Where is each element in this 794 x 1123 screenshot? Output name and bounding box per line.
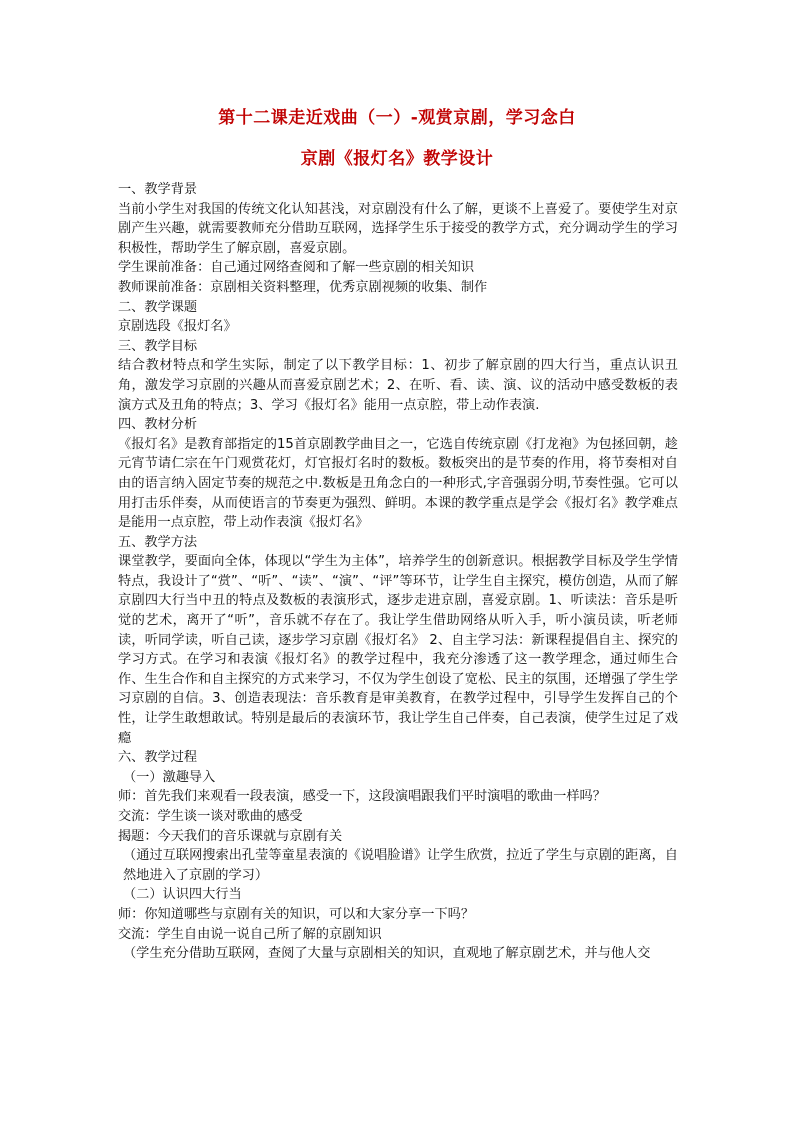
paragraph-teacher-intro: 师：首先我们来观看一段表演，感受一下，这段演唱跟我们平时演唱的歌曲一样吗？ bbox=[118, 789, 606, 805]
section-heading-topic: 二、教学课题 bbox=[118, 299, 198, 315]
section-heading-goals: 三、教学目标 bbox=[118, 338, 198, 354]
paragraph-reveal-topic: 揭题：今天我们的音乐课就与京剧有关 bbox=[118, 828, 343, 844]
subsection-heading-roles: （二）认识四大行当 bbox=[123, 887, 242, 903]
paragraph-background: 当前小学生对我国的传统文化认知甚浅，对京剧没有什么了解，更谈不上喜爱了。要使学生对京剧产生兴趣，就需要教师充分借助互联网，选择学生乐于接受的教学方式，充分调动学生的学习积极性，帮助学生了解京剧，喜爱京剧。 bbox=[118, 201, 678, 256]
paragraph-note-2: （学生充分借助互联网，查阅了大量与京剧相关的知识，直观地了解京剧艺术，并与他人交 bbox=[123, 946, 651, 962]
paragraph-exchange-1: 交流：学生谈一谈对歌曲的感受 bbox=[118, 809, 303, 824]
paragraph-goals: 结合教材特点和学生实际，制定了以下教学目标：1、初步了解京剧的四大行当，重点认识丑角，激发学习京剧的兴趣从而喜爱京剧艺术；2、在听、看、读、演、议的活动中感受数板的表演方式及丑角的特点；3、学习《报灯名》能用一点京腔，带上动作表演. bbox=[118, 358, 678, 413]
paragraph-student-prep: 学生课前准备：自己通过网络查阅和了解一些京剧的相关知识 bbox=[118, 260, 475, 276]
document-body bbox=[118, 180, 678, 964]
paragraph-methods: 课堂教学，要面向全体，体现以“学生为主体”，培养学生的创新意识。根据教学目标及学生学情特点，我设计了“赏”、“听”、“读”、“演”、“评”等环节，让学生自主探究，模仿创造，从而了解京剧四大行当中丑的特点及数板的表演形式，逐步走进京剧，喜爱京剧。1、听读法：音乐是听觉的艺术，离开了“听”，音乐就不存在了。我让学生借助网络从听入手，听小演员读，听老师读，听同学读，听自己读，逐步学习京剧《报灯名》 2、自主学习法：新课程提倡自主、探究的学习方式。在学习和表演《报灯名》的教学过程中，我充分渗透了这一教学理念，通过师生合作、生生合作和自主探究的方式来学习，不仅为学生创设了宽松、民主的氛围，还增强了学生学习京剧的自信。3、创造表现法：音乐教育是审美教育，在教学过程中，引导学生发挥自己的个性，让学生敢想敢试。特别是最后的表演环节，我让学生自己伴奏，自己表演，使学生过足了戏瘾 bbox=[118, 554, 678, 746]
section-heading-methods: 五、教学方法 bbox=[118, 534, 198, 550]
section-heading-process: 六、教学过程 bbox=[118, 750, 198, 766]
subsection-heading-intro: （一）激趣导入 bbox=[123, 769, 216, 785]
paragraph-exchange-2: 交流：学生自由说一说自己所了解的京剧知识 bbox=[118, 926, 382, 942]
paragraph-topic: 京剧选段《报灯名》 bbox=[118, 319, 237, 335]
paragraph-note-1: （通过互联网搜索出孔莹等童星表演的《说唱脸谱》让学生欣赏，拉近了学生与京剧的距离，自然地进入了京剧的学习） bbox=[123, 848, 678, 883]
document-title: 第十二课走近戏曲（一）-观赏京剧，学习念白 bbox=[218, 108, 576, 128]
paragraph-material: 《报灯名》是教育部指定的15首京剧教学曲目之一，它选自传统京剧《打龙袍》为包拯回朝，趁元宵节请仁宗在午门观赏花灯，灯官报灯名时的数板。数板突出的是节奏的作用，将节奏相对自由的语言纳入固定节奏的规范之中.数板是丑角念白的一种形式,字音强弱分明,节奏性强。它可以用打击乐伴奏，从而使语言的节奏更为强烈、鲜明。本课的教学重点是学会《报灯名》教学难点是能用一点京腔，带上动作表演《报灯名》 bbox=[118, 436, 678, 531]
section-heading-background: 一、教学背景 bbox=[118, 182, 198, 197]
paragraph-teacher-prep: 教师课前准备：京剧相关资料整理，优秀京剧视频的收集、制作 bbox=[118, 279, 488, 295]
paragraph-teacher-question: 师：你知道哪些与京剧有关的知识，可以和大家分享一下吗？ bbox=[118, 906, 475, 922]
section-heading-material: 四、教材分析 bbox=[118, 417, 198, 433]
document-subtitle: 京剧《报灯名》教学设计 bbox=[300, 149, 494, 169]
